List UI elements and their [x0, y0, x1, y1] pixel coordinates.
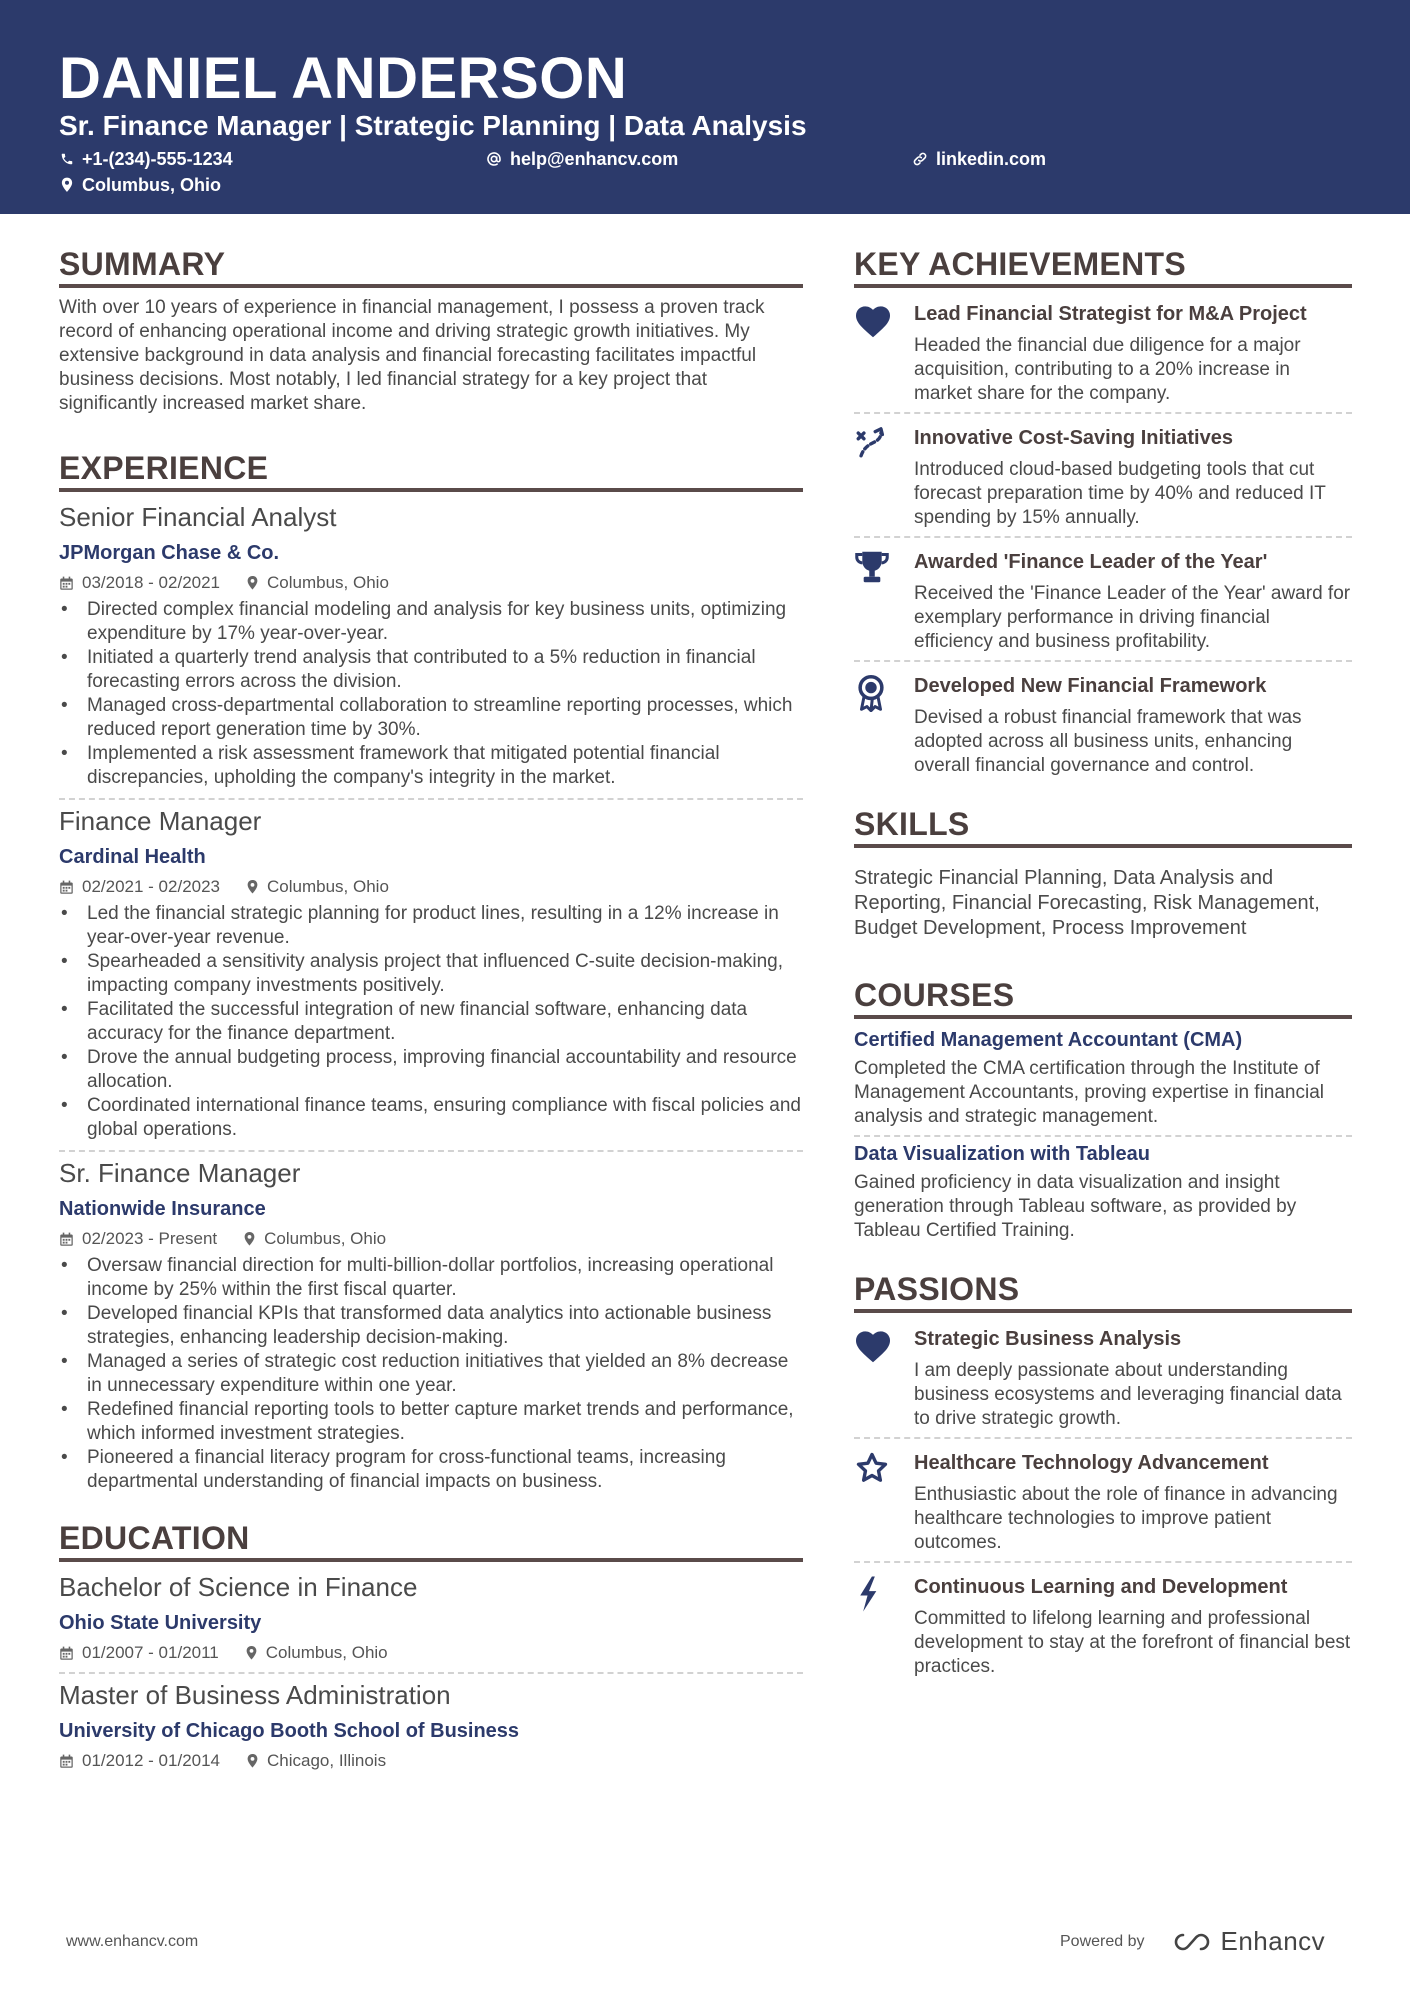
passion-desc: Committed to lifelong learning and professional development to stay at the forefront of financial best practices.	[914, 1608, 1351, 1677]
calendar-icon	[59, 880, 74, 895]
achievement-item	[854, 296, 1352, 406]
course-item	[854, 1027, 1352, 1129]
education-school: University of Chicago Booth School of Business	[59, 1720, 520, 1742]
job-bullet: • Managed cross-departmental collaboration to streamline reporting processes, which reduced report generation time by 30%.	[59, 694, 803, 742]
contact-linkedin[interactable]	[912, 148, 1046, 170]
right-column	[854, 244, 1352, 1679]
achievement-item	[854, 666, 1352, 778]
job-role: Finance Manager	[59, 806, 262, 836]
job-entry	[59, 500, 803, 790]
education-meta	[59, 1750, 803, 1772]
job-role: Senior Financial Analyst	[59, 502, 337, 532]
divider	[59, 1672, 803, 1674]
passions-heading: PASSIONS	[854, 1269, 1352, 1313]
job-bullet: • Redefined financial reporting tools to better capture market trends and performance, which informed investment strategies.	[59, 1398, 803, 1446]
passion-item	[854, 1443, 1352, 1555]
job-entry	[59, 804, 803, 1142]
footer-website[interactable]: www.enhancv.com	[66, 1933, 199, 1950]
email-text: help@enhancv.com	[510, 149, 679, 169]
passion-desc: I am deeply passionate about understanding business ecosystems and leveraging financial data to drive strategic growth.	[914, 1360, 1342, 1429]
job-bullet: • Implemented a risk assessment framework that mitigated potential financial discrepancies, upholding the company's integrity in the market.	[59, 742, 803, 790]
footer-branding[interactable]	[1060, 1926, 1325, 1957]
star-icon	[854, 1451, 890, 1485]
course-title: Data Visualization with Tableau	[854, 1143, 1150, 1165]
candidate-title: Sr. Finance Manager | Strategic Planning | Data Analysis	[59, 110, 807, 141]
header	[0, 0, 1410, 214]
achievement-title: Developed New Financial Framework	[914, 675, 1267, 697]
job-meta	[59, 1228, 803, 1250]
education-meta	[59, 1642, 803, 1664]
link-icon	[912, 151, 928, 167]
job-role: Sr. Finance Manager	[59, 1158, 301, 1188]
courses-heading: COURSES	[854, 975, 1352, 1019]
job-meta	[59, 572, 803, 594]
divider	[854, 1437, 1352, 1439]
passion-title: Strategic Business Analysis	[914, 1328, 1182, 1350]
education-entry	[59, 1570, 803, 1664]
calendar-icon	[59, 1232, 74, 1247]
job-bullet: • Oversaw financial direction for multi-billion-dollar portfolios, increasing operational income by 25% within the first fiscal quarter.	[59, 1254, 803, 1302]
course-desc: Gained proficiency in data visualization and insight generation through Tableau software, as provided by Tableau Certified Training.	[854, 1172, 1297, 1241]
job-bullet: • Initiated a quarterly trend analysis that contributed to a 5% reduction in financial forecasting errors across the division.	[59, 646, 803, 694]
job-bullets	[59, 598, 803, 790]
course-title: Certified Management Accountant (CMA)	[854, 1029, 1243, 1051]
education-degree: Master of Business Administration	[59, 1680, 451, 1710]
achievement-desc: Introduced cloud-based budgeting tools that cut forecast preparation time by 40% and reduced IT spending by 15% annually.	[914, 459, 1326, 528]
job-location: Columbus, Ohio	[264, 1229, 387, 1248]
heart-icon	[854, 304, 892, 338]
heart-icon	[854, 1329, 892, 1363]
job-meta	[59, 876, 803, 898]
education-heading: EDUCATION	[59, 1518, 803, 1562]
at-icon	[486, 151, 502, 167]
passion-item	[854, 1321, 1352, 1431]
job-location: Columbus, Ohio	[267, 877, 389, 896]
trophy-icon	[854, 550, 890, 584]
achievement-title: Awarded 'Finance Leader of the Year'	[914, 551, 1268, 573]
divider	[59, 798, 803, 800]
job-bullet: • Drove the annual budgeting process, improving financial accountability and resource allocation.	[59, 1046, 803, 1094]
location-pin-icon	[60, 177, 74, 193]
job-bullet: • Developed financial KPIs that transformed data analytics into actionable business strategies, enhancing leadership decision-making.	[59, 1302, 803, 1350]
summary-heading: SUMMARY	[59, 244, 803, 288]
enhancv-brand: Enhancv	[1220, 1926, 1326, 1956]
education-entry	[59, 1678, 803, 1772]
achievement-item	[854, 542, 1352, 654]
job-bullet: • Pioneered a financial literacy program for cross-functional teams, increasing departmental understanding of financial impacts on business.	[59, 1446, 803, 1494]
job-bullets	[59, 902, 803, 1142]
linkedin-text: linkedin.com	[936, 149, 1047, 169]
achievement-title: Innovative Cost-Saving Initiatives	[914, 427, 1233, 449]
job-bullets	[59, 1254, 803, 1494]
education-dates: 01/2007 - 01/2011	[82, 1643, 219, 1662]
enhancv-logo-icon	[1169, 1930, 1215, 1954]
lightning-icon	[854, 1575, 884, 1613]
achievement-title: Lead Financial Strategist for M&A Project	[914, 303, 1307, 325]
calendar-icon	[59, 1754, 74, 1769]
job-dates: 02/2023 - Present	[82, 1229, 218, 1248]
passion-item	[854, 1567, 1352, 1679]
location-pin-icon	[246, 1753, 259, 1769]
education-degree: Bachelor of Science in Finance	[59, 1572, 418, 1602]
passion-title: Healthcare Technology Advancement	[914, 1452, 1269, 1474]
job-dates: 02/2021 - 02/2023	[82, 877, 221, 896]
job-bullet: • Facilitated the successful integration of new financial software, enhancing data accuracy for the finance department.	[59, 998, 803, 1046]
skills-heading: SKILLS	[854, 804, 1352, 848]
calendar-icon	[59, 1646, 74, 1661]
course-desc: Completed the CMA certification through the Institute of Management Accountants, proving expertise in financial analysis and strategic management.	[854, 1058, 1324, 1127]
education-school: Ohio State University	[59, 1612, 262, 1634]
location-text: Columbus, Ohio	[82, 175, 221, 195]
achievements-heading: KEY ACHIEVEMENTS	[854, 244, 1352, 288]
location-pin-icon	[245, 1645, 258, 1661]
achievement-desc: Received the 'Finance Leader of the Year' award for exemplary performance in driving financial efficiency and business profitability.	[914, 583, 1351, 652]
achievement-item	[854, 418, 1352, 530]
job-entry	[59, 1156, 803, 1494]
job-bullet: • Directed complex financial modeling and analysis for key business units, optimizing expenditure by 17% year-over-year.	[59, 598, 803, 646]
location-pin-icon	[246, 879, 259, 895]
powered-by-label: Powered by	[1060, 1932, 1145, 1950]
contact-location	[60, 174, 221, 196]
divider	[854, 412, 1352, 414]
job-bullet: • Managed a series of strategic cost reduction initiatives that yielded an 8% decrease in unnecessary expenditure within one year.	[59, 1350, 803, 1398]
education-location: Chicago, Illinois	[267, 1751, 387, 1770]
location-pin-icon	[246, 575, 259, 591]
achievement-desc: Devised a robust financial framework that was adopted across all business units, enhancing overall financial governance and control.	[914, 707, 1302, 776]
divider	[59, 1150, 803, 1152]
job-bullet: • Coordinated international finance teams, ensuring compliance with fiscal policies and global operations.	[59, 1094, 803, 1142]
divider	[854, 660, 1352, 662]
phone-text: +1-(234)-555-1234	[82, 149, 233, 169]
achievement-desc: Headed the financial due diligence for a major acquisition, contributing to a 20% increase in market share for the company.	[914, 335, 1301, 404]
candidate-name: DANIEL ANDERSON	[59, 46, 628, 111]
passion-desc: Enthusiastic about the role of finance in advancing healthcare technologies to improve patient outcomes.	[914, 1484, 1338, 1553]
location-pin-icon	[243, 1231, 256, 1247]
job-company: Nationwide Insurance	[59, 1198, 266, 1220]
education-location: Columbus, Ohio	[265, 1643, 388, 1662]
course-item	[854, 1141, 1352, 1243]
left-column	[59, 244, 803, 1772]
experience-heading: EXPERIENCE	[59, 448, 803, 492]
passion-title: Continuous Learning and Development	[914, 1576, 1288, 1598]
contact-phone[interactable]	[60, 148, 233, 170]
contact-email[interactable]	[486, 148, 678, 170]
job-company: Cardinal Health	[59, 846, 206, 868]
job-company: JPMorgan Chase & Co.	[59, 542, 280, 564]
medal-icon	[854, 674, 888, 712]
education-dates: 01/2012 - 01/2014	[82, 1751, 221, 1770]
job-bullet: • Led the financial strategic planning for product lines, resulting in a 12% increase in year-over-year revenue.	[59, 902, 803, 950]
summary-text: With over 10 years of experience in financial management, I possess a proven track record of enhancing operational income and driving strategic growth initiatives. My extensive background in data analysis and financial forecasting facilitates impactful business decisions. Most notably, I led financial strategy for a key project that significantly increased market share.	[59, 297, 765, 414]
skills-text: Strategic Financial Planning, Data Analysis and Reporting, Financial Forecasting, Risk Management, Budget Development, Process Improvement	[854, 867, 1320, 939]
job-location: Columbus, Ohio	[267, 573, 389, 592]
path-icon	[854, 426, 888, 460]
phone-icon	[60, 152, 74, 166]
divider	[854, 1135, 1352, 1137]
divider	[854, 536, 1352, 538]
calendar-icon	[59, 576, 74, 591]
job-dates: 03/2018 - 02/2021	[82, 573, 221, 592]
divider	[854, 1561, 1352, 1563]
job-bullet: • Spearheaded a sensitivity analysis project that influenced C-suite decision-making, impacting company investments positively.	[59, 950, 803, 998]
